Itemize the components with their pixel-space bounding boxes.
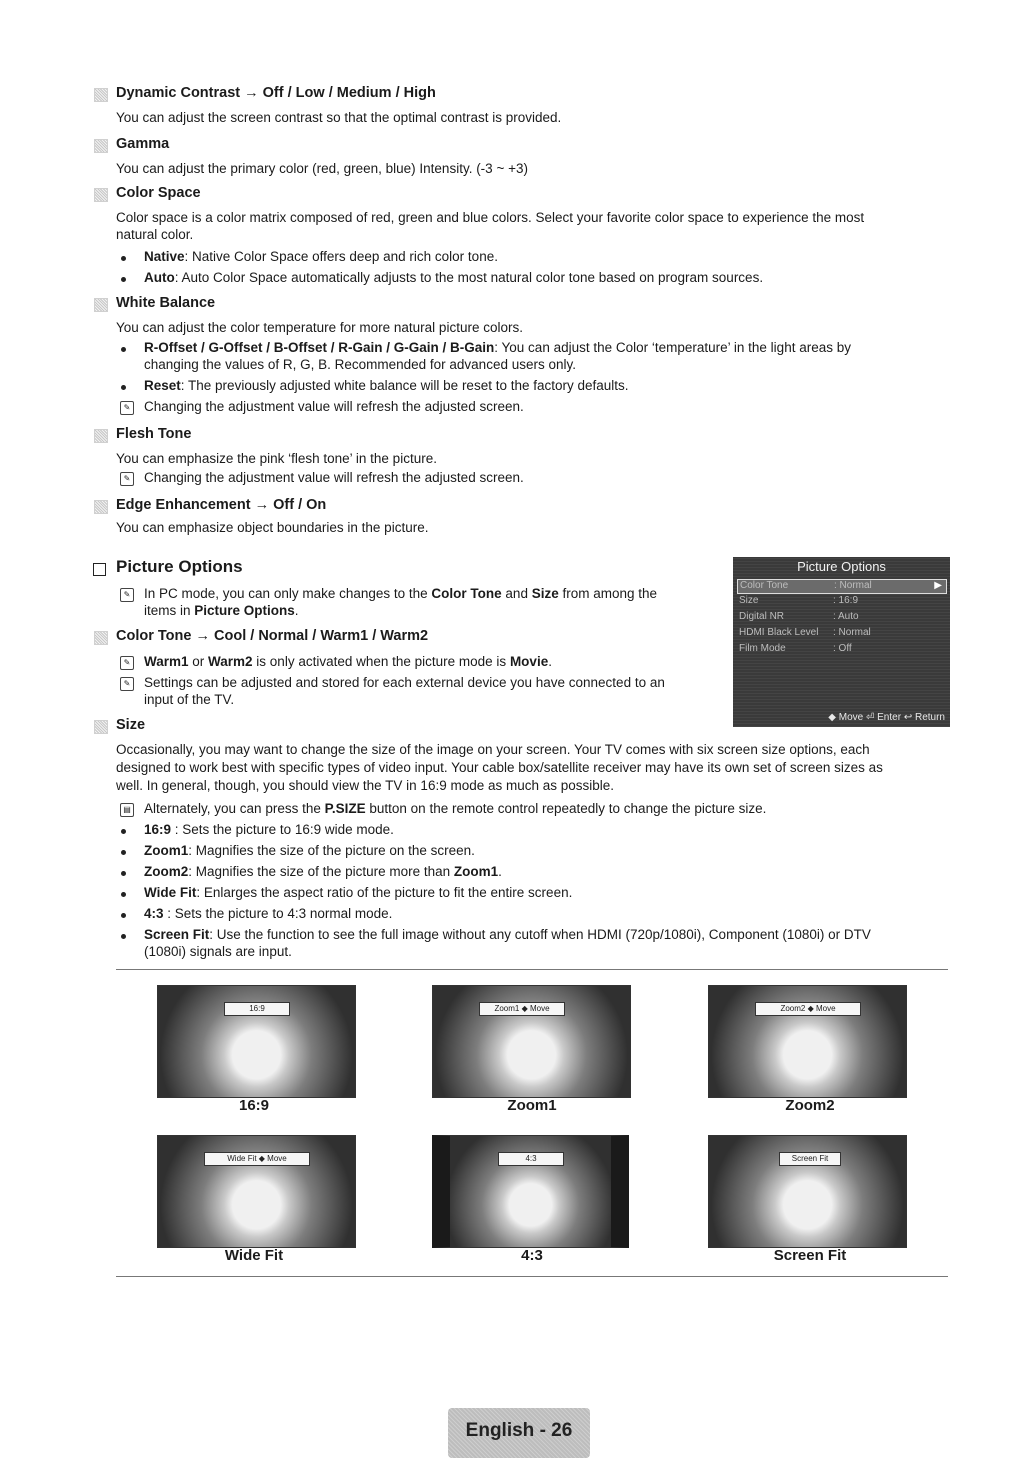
bullet-icon (121, 871, 126, 876)
menu-row-value: : Off (833, 643, 852, 654)
white-balance-offset: R-Offset / G-Offset / B-Offset / R-Gain / G-Gain / B-Gain: You can adjust the Color ‘temperature’ in the light areas by (144, 340, 851, 355)
size-item-16-9: 16:9 : Sets the picture to 16:9 wide mode. (144, 822, 394, 837)
section-marker-icon (94, 429, 108, 443)
white-balance-note: Changing the adjustment value will refresh the adjusted screen. (144, 399, 524, 414)
gamma-heading: Gamma (116, 136, 170, 152)
size-item-zoom2: Zoom2: Magnifies the size of the picture more than Zoom1. (144, 864, 502, 879)
bullet-icon (121, 913, 126, 918)
white-balance-reset: Reset: The previously adjusted white balance will be reset to the factory defaults. (144, 378, 629, 393)
gamma-desc: You can adjust the primary color (red, green, blue) Intensity. (-3 ~ +3) (116, 161, 528, 176)
size-desc-line2: designed to work best with specific types of video input. Your cable box/satellite receiver may have its own set of screen sizes as (116, 760, 883, 775)
bullet-icon (121, 256, 126, 261)
color-tone-note2-line1: Settings can be adjusted and stored for each external device you have connected to an (144, 675, 665, 690)
menu-row-label: Color Tone (740, 580, 789, 591)
white-balance-offset-cont: changing the values of R, G, B. Recommended for advanced users only. (144, 357, 576, 372)
menu-footer-hints: ◆ Move ⏎ Enter ↩ Return (828, 712, 945, 723)
thumb-screen-fit (708, 1135, 907, 1248)
picture-options-heading: Picture Options (116, 557, 243, 576)
size-item-zoom1: Zoom1: Magnifies the size of the picture on the screen. (144, 843, 475, 858)
menu-row-value: : 16:9 (833, 595, 859, 606)
menu-title: Picture Options (797, 559, 886, 574)
color-space-auto: Auto: Auto Color Space automatically adjusts to the most natural color tone based on program sources. (144, 270, 764, 285)
section-marker-icon (94, 631, 108, 645)
section-marker-icon (94, 188, 108, 202)
thumb-caption: Screen Fit (773, 1247, 847, 1264)
thumb-16-9 (157, 985, 356, 1098)
note-icon: ✎ (120, 472, 134, 486)
menu-row-label: HDMI Black Level (739, 627, 819, 638)
white-balance-heading: White Balance (116, 295, 216, 311)
thumb-wide-fit (157, 1135, 356, 1248)
checkbox-square-icon (93, 563, 106, 576)
menu-row-value: : Normal (833, 627, 871, 638)
picture-options-menu (733, 557, 950, 727)
bullet-icon (121, 347, 126, 352)
bullet-icon (121, 277, 126, 282)
thumb-caption: Zoom2 (785, 1097, 835, 1114)
menu-row-label: Size (739, 595, 759, 606)
color-tone-note1: Warm1 or Warm2 is only activated when the picture mode is Movie. (144, 654, 552, 669)
size-remote-note: Alternately, you can press the P.SIZE button on the remote control repeatedly to change the picture size. (144, 801, 767, 816)
arrow-right-icon: ▶ (934, 580, 942, 591)
menu-row-value: : Normal (834, 580, 872, 591)
color-space-desc-line2: natural color. (116, 227, 194, 242)
section-marker-icon (94, 88, 108, 102)
thumb-zoom2 (708, 985, 907, 1098)
menu-row-digital-nr[interactable] (737, 611, 945, 624)
size-desc-line1: Occasionally, you may want to change the size of the image on your screen. Your TV comes with six screen size options, each (116, 742, 870, 757)
color-space-native: Native: Native Color Space offers deep and rich color tone. (144, 249, 498, 264)
menu-row-film-mode[interactable] (737, 643, 945, 656)
thumb-zoom1 (432, 985, 631, 1098)
size-heading: Size (116, 717, 146, 733)
thumb-caption: 4:3 (521, 1247, 543, 1264)
thumb-caption: Zoom1 (507, 1097, 557, 1114)
flesh-tone-note: Changing the adjustment value will refresh the adjusted screen. (144, 470, 524, 485)
figure-top-rule (116, 969, 948, 970)
picture-options-note-line2: items in Picture Options. (144, 603, 299, 618)
menu-row-label: Film Mode (739, 643, 786, 654)
color-space-heading: Color Space (116, 185, 201, 201)
size-desc-line3: well. In general, though, you should view the TV in 16:9 mode as much as possible. (116, 778, 615, 793)
size-item-screen-fit: Screen Fit: Use the function to see the full image without any cutoff when HDMI (720p/1080i), Component (1080i) or DTV (144, 927, 871, 942)
white-balance-desc: You can adjust the color temperature for more natural picture colors. (116, 320, 523, 335)
color-tone-note2-line2: input of the TV. (144, 692, 235, 707)
flesh-tone-heading: Flesh Tone (116, 426, 192, 442)
thumb-overlay: Screen Fit (779, 1152, 841, 1166)
menu-row-hdmi-black-level[interactable] (737, 627, 945, 640)
menu-row-value: : Auto (833, 611, 859, 622)
thumb-overlay: 4:3 (498, 1152, 564, 1166)
thumb-caption: 16:9 (238, 1097, 270, 1114)
bullet-icon (121, 892, 126, 897)
section-marker-icon (94, 500, 108, 514)
color-space-desc-line1: Color space is a color matrix composed of red, green and blue colors. Select your favorite color space to experience the most (116, 210, 865, 225)
thumb-overlay: Wide Fit ◆ Move (204, 1152, 310, 1166)
note-icon: ✎ (120, 588, 134, 602)
thumb-overlay: Zoom2 ◆ Move (755, 1002, 861, 1016)
section-marker-icon (94, 720, 108, 734)
remote-note-icon: ▤ (120, 803, 134, 817)
bullet-icon (121, 934, 126, 939)
section-marker-icon (94, 298, 108, 312)
size-item-wide-fit: Wide Fit: Enlarges the aspect ratio of the picture to fit the entire screen. (144, 885, 573, 900)
edge-enhancement-desc: You can emphasize object boundaries in the picture. (116, 520, 429, 535)
page-number-badge (448, 1408, 590, 1458)
thumb-overlay: 16:9 (224, 1002, 290, 1016)
note-icon: ✎ (120, 656, 134, 670)
bullet-icon (121, 829, 126, 834)
bullet-icon (121, 385, 126, 390)
thumb-caption: Wide Fit (224, 1247, 284, 1264)
color-tone-heading: Color Tone → Cool / Normal / Warm1 / Warm2 (116, 628, 429, 644)
flesh-tone-desc: You can emphasize the pink ‘flesh tone’ in the picture. (116, 451, 437, 466)
menu-row-size[interactable] (737, 595, 945, 608)
edge-enhancement-heading: Edge Enhancement → Off / On (116, 497, 327, 513)
figure-bottom-rule (116, 1276, 948, 1277)
thumb-4-3 (432, 1135, 629, 1248)
page-number: English - 26 (465, 1420, 573, 1441)
size-item-4-3: 4:3 : Sets the picture to 4:3 normal mode. (144, 906, 393, 921)
size-item-screen-fit-cont: (1080i) signals are input. (144, 944, 292, 959)
thumb-overlay: Zoom1 ◆ Move (479, 1002, 565, 1016)
dynamic-contrast-heading: Dynamic Contrast → Off / Low / Medium / High (116, 85, 436, 101)
bullet-icon (121, 850, 126, 855)
dynamic-contrast-desc: You can adjust the screen contrast so that the optimal contrast is provided. (116, 110, 562, 125)
note-icon: ✎ (120, 401, 134, 415)
note-icon: ✎ (120, 677, 134, 691)
menu-row-label: Digital NR (739, 611, 785, 622)
section-marker-icon (94, 139, 108, 153)
menu-row-color-tone[interactable] (737, 579, 947, 594)
picture-options-note-line1: In PC mode, you can only make changes to the Color Tone and Size from among the (144, 586, 658, 601)
